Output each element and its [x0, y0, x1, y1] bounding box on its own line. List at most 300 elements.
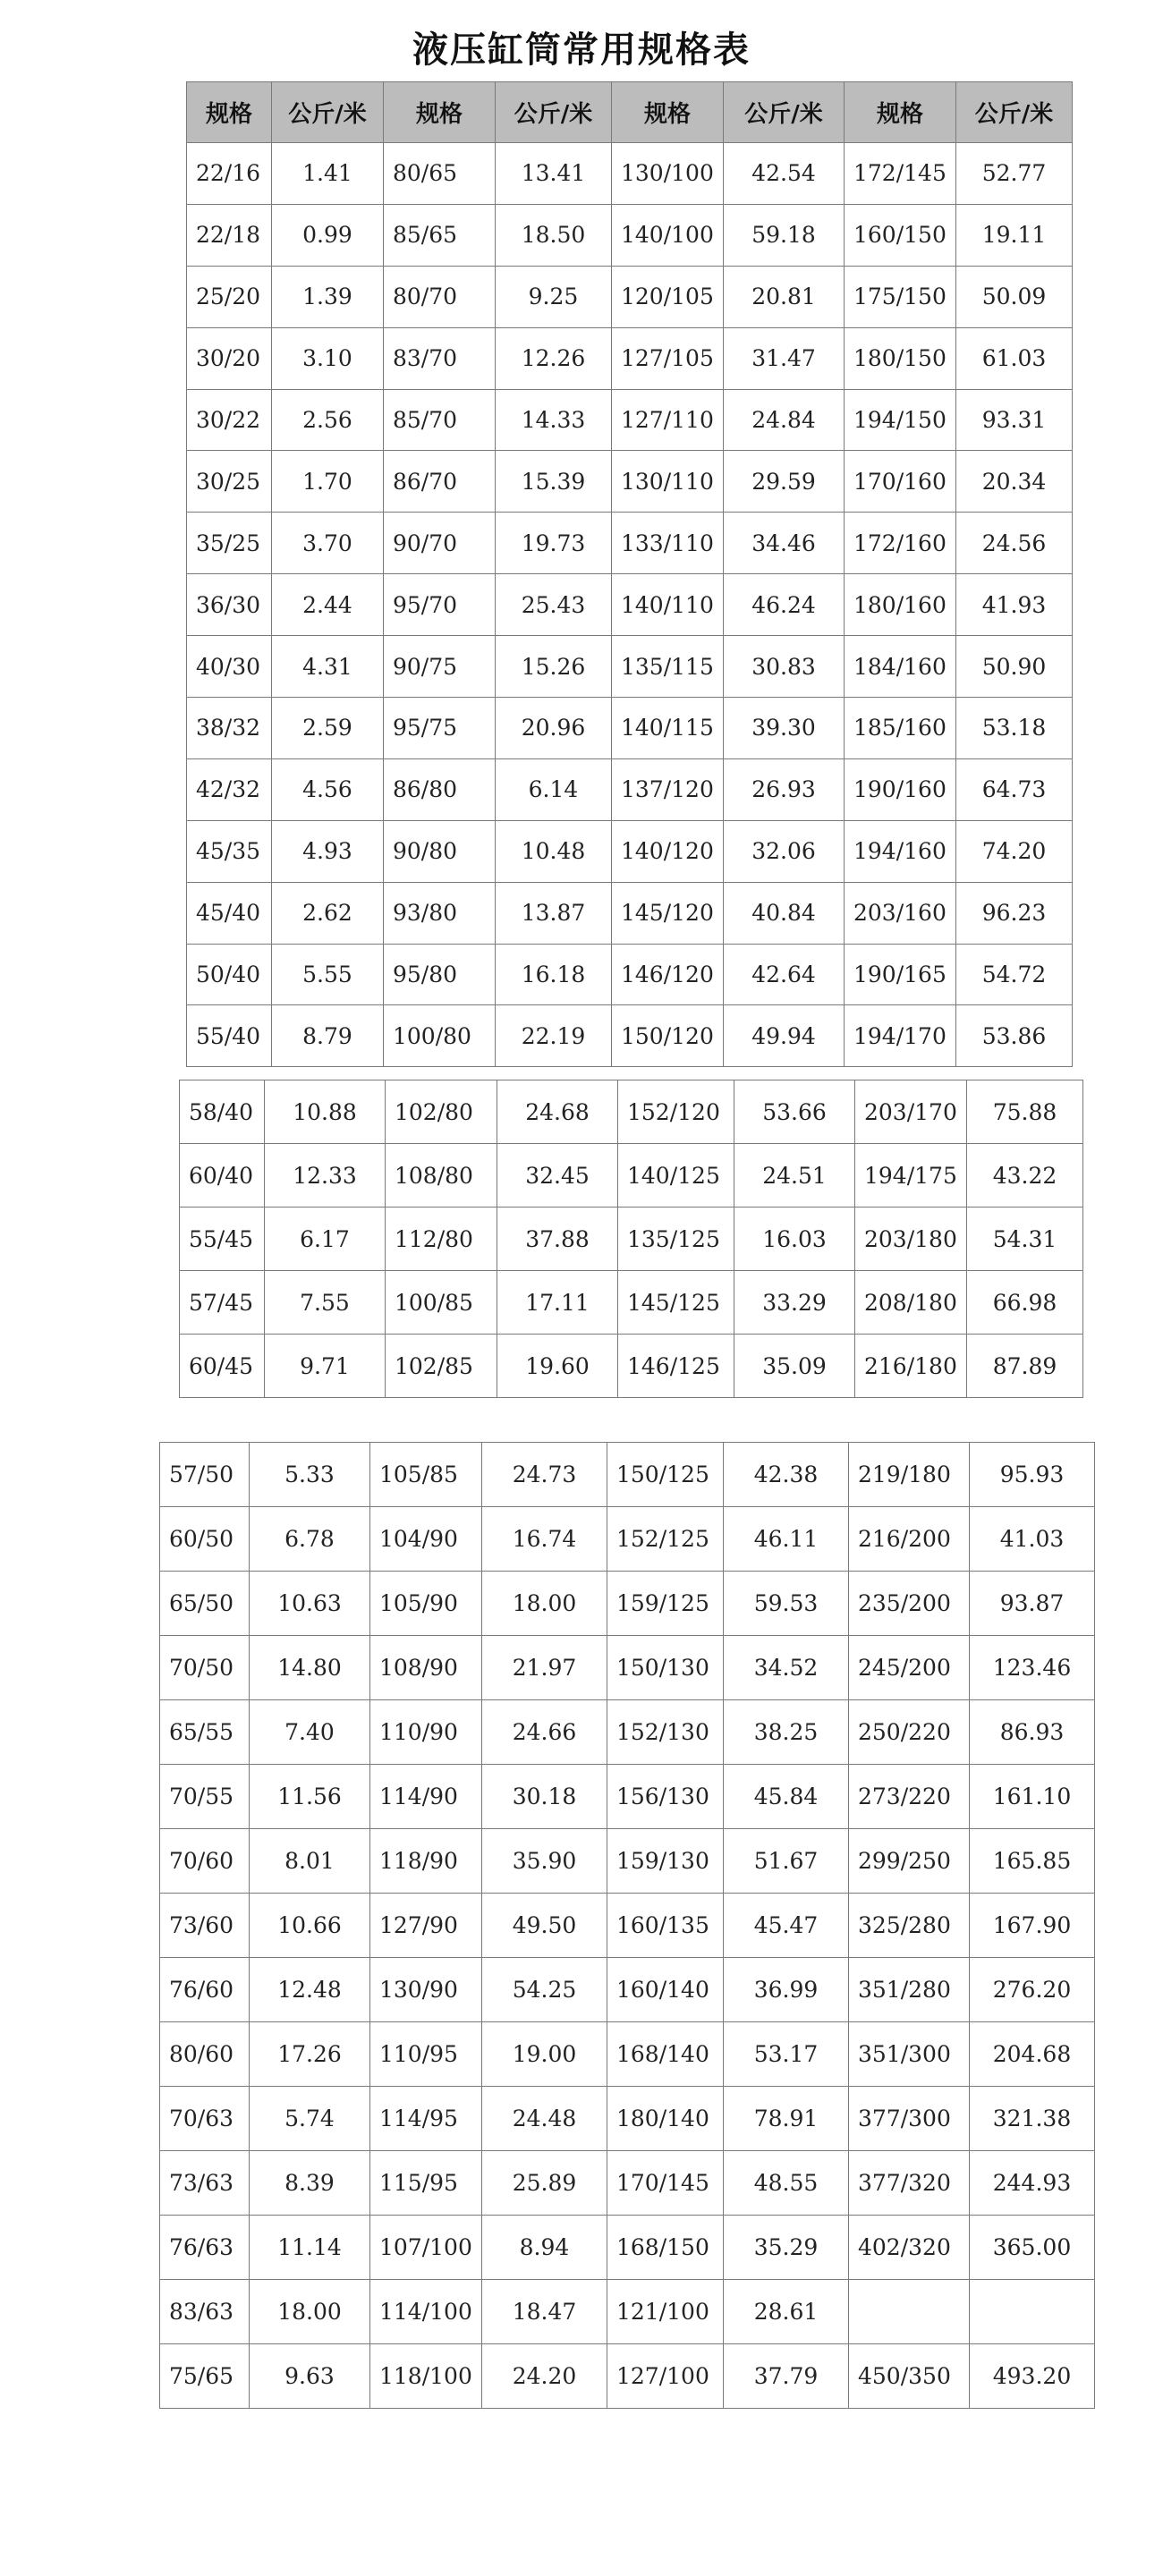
spec-cell: 172/160 — [845, 513, 956, 574]
spec-cell: 145/120 — [612, 882, 724, 944]
spec-cell: 172/145 — [845, 143, 956, 205]
spec-cell: 219/180 — [849, 1443, 970, 1507]
spec-cell: 203/160 — [845, 882, 956, 944]
weight-cell: 8.39 — [250, 2151, 370, 2216]
weight-cell: 24.56 — [956, 513, 1073, 574]
weight-cell: 28.61 — [724, 2280, 849, 2344]
spec-cell: 194/175 — [855, 1144, 967, 1208]
spec-cell: 194/170 — [845, 1005, 956, 1067]
spec-cell: 377/320 — [849, 2151, 970, 2216]
spec-cell: 22/16 — [187, 143, 272, 205]
spec-cell: 70/60 — [160, 1829, 250, 1894]
weight-cell: 95.93 — [970, 1443, 1095, 1507]
header-spec: 规格 — [612, 82, 724, 143]
weight-cell: 78.91 — [724, 2087, 849, 2151]
table-row — [187, 758, 1073, 820]
spec-cell — [849, 2280, 970, 2344]
spec-cell: 160/140 — [607, 1958, 724, 2022]
weight-cell: 8.01 — [250, 1829, 370, 1894]
spec-cell: 65/50 — [160, 1572, 250, 1636]
spec-cell: 70/50 — [160, 1636, 250, 1700]
spec-cell: 159/130 — [607, 1829, 724, 1894]
table-row — [187, 266, 1073, 327]
spec-cell: 194/150 — [845, 389, 956, 451]
spec-cell: 168/140 — [607, 2022, 724, 2087]
table-row — [187, 636, 1073, 698]
spec-cell: 190/160 — [845, 758, 956, 820]
spec-cell: 450/350 — [849, 2344, 970, 2409]
table-row — [160, 2087, 1095, 2151]
weight-cell: 32.06 — [724, 820, 845, 882]
spec-cell: 107/100 — [370, 2216, 482, 2280]
spec-cell: 190/165 — [845, 944, 956, 1005]
weight-cell: 5.74 — [250, 2087, 370, 2151]
spec-cell: 76/60 — [160, 1958, 250, 2022]
spec-cell: 135/115 — [612, 636, 724, 698]
spec-cell: 102/80 — [386, 1080, 497, 1144]
weight-cell: 167.90 — [970, 1894, 1095, 1958]
spec-cell: 120/105 — [612, 266, 724, 327]
spec-cell: 40/30 — [187, 636, 272, 698]
spec-cell: 70/63 — [160, 2087, 250, 2151]
table-row — [187, 574, 1073, 636]
weight-cell: 30.83 — [724, 636, 845, 698]
spec-cell: 30/20 — [187, 327, 272, 389]
spec-cell: 185/160 — [845, 698, 956, 759]
table-row — [187, 513, 1073, 574]
weight-cell: 36.99 — [724, 1958, 849, 2022]
spec-cell: 38/32 — [187, 698, 272, 759]
spec-cell: 152/125 — [607, 1507, 724, 1572]
spec-cell: 85/65 — [384, 204, 496, 266]
weight-cell: 53.66 — [734, 1080, 855, 1144]
header-spec: 规格 — [845, 82, 956, 143]
weight-cell: 15.26 — [496, 636, 612, 698]
weight-cell: 53.18 — [956, 698, 1073, 759]
weight-cell: 33.29 — [734, 1271, 855, 1335]
weight-cell: 54.25 — [482, 1958, 607, 2022]
spec-cell: 110/90 — [370, 1700, 482, 1765]
spec-cell: 30/25 — [187, 451, 272, 513]
table-row — [160, 2022, 1095, 2087]
weight-cell: 3.10 — [272, 327, 384, 389]
spec-cell: 108/90 — [370, 1636, 482, 1700]
spec-cell: 83/70 — [384, 327, 496, 389]
weight-cell: 11.14 — [250, 2216, 370, 2280]
spec-cell: 140/120 — [612, 820, 724, 882]
table-row — [160, 1958, 1095, 2022]
weight-cell: 10.66 — [250, 1894, 370, 1958]
spec-cell: 160/135 — [607, 1894, 724, 1958]
spec-cell: 76/63 — [160, 2216, 250, 2280]
spec-cell: 93/80 — [384, 882, 496, 944]
weight-cell: 32.45 — [497, 1144, 618, 1208]
table-row — [187, 389, 1073, 451]
spec-cell: 351/300 — [849, 2022, 970, 2087]
weight-cell: 93.87 — [970, 1572, 1095, 1636]
weight-cell: 6.14 — [496, 758, 612, 820]
spec-cell: 140/125 — [618, 1144, 734, 1208]
weight-cell: 24.84 — [724, 389, 845, 451]
spec-cell: 130/110 — [612, 451, 724, 513]
weight-cell: 9.63 — [250, 2344, 370, 2409]
weight-cell: 34.46 — [724, 513, 845, 574]
weight-cell: 17.26 — [250, 2022, 370, 2087]
spec-cell: 115/95 — [370, 2151, 482, 2216]
table-row — [160, 1829, 1095, 1894]
spec-cell: 45/35 — [187, 820, 272, 882]
spec-cell: 35/25 — [187, 513, 272, 574]
weight-cell: 50.90 — [956, 636, 1073, 698]
spec-cell: 60/40 — [180, 1144, 265, 1208]
weight-cell: 14.33 — [496, 389, 612, 451]
weight-cell: 31.47 — [724, 327, 845, 389]
weight-cell: 12.33 — [265, 1144, 386, 1208]
weight-cell: 43.22 — [967, 1144, 1083, 1208]
spec-cell: 216/180 — [855, 1335, 967, 1398]
weight-cell: 53.17 — [724, 2022, 849, 2087]
weight-cell: 19.00 — [482, 2022, 607, 2087]
weight-cell: 38.25 — [724, 1700, 849, 1765]
weight-cell: 16.74 — [482, 1507, 607, 1572]
spec-cell: 135/125 — [618, 1208, 734, 1271]
table-row — [180, 1335, 1083, 1398]
spec-cell: 73/63 — [160, 2151, 250, 2216]
weight-cell: 10.88 — [265, 1080, 386, 1144]
header-spec: 规格 — [384, 82, 496, 143]
header-weight: 公斤/米 — [496, 82, 612, 143]
table-row — [187, 143, 1073, 205]
spec-cell: 170/160 — [845, 451, 956, 513]
table-row — [160, 2344, 1095, 2409]
spec-cell: 90/75 — [384, 636, 496, 698]
table-row — [180, 1271, 1083, 1335]
spec-cell: 127/90 — [370, 1894, 482, 1958]
weight-cell: 41.93 — [956, 574, 1073, 636]
spec-cell: 208/180 — [855, 1271, 967, 1335]
table-row — [160, 2280, 1095, 2344]
spec-cell: 108/80 — [386, 1144, 497, 1208]
spec-cell: 137/120 — [612, 758, 724, 820]
spec-cell: 299/250 — [849, 1829, 970, 1894]
weight-cell: 4.56 — [272, 758, 384, 820]
weight-cell: 2.44 — [272, 574, 384, 636]
spec-cell: 104/90 — [370, 1507, 482, 1572]
spec-cell: 402/320 — [849, 2216, 970, 2280]
weight-cell: 49.94 — [724, 1005, 845, 1067]
weight-cell: 96.23 — [956, 882, 1073, 944]
spec-cell: 127/110 — [612, 389, 724, 451]
spec-cell: 36/30 — [187, 574, 272, 636]
spec-cell: 170/145 — [607, 2151, 724, 2216]
spec-cell: 100/80 — [384, 1005, 496, 1067]
spec-cell: 127/100 — [607, 2344, 724, 2409]
weight-cell: 15.39 — [496, 451, 612, 513]
spec-cell: 114/95 — [370, 2087, 482, 2151]
spec-cell: 55/40 — [187, 1005, 272, 1067]
weight-cell: 22.19 — [496, 1005, 612, 1067]
spec-cell: 159/125 — [607, 1572, 724, 1636]
header-weight: 公斤/米 — [724, 82, 845, 143]
spec-cell: 100/85 — [386, 1271, 497, 1335]
weight-cell: 365.00 — [970, 2216, 1095, 2280]
table-row — [160, 2151, 1095, 2216]
weight-cell: 59.18 — [724, 204, 845, 266]
weight-cell: 45.47 — [724, 1894, 849, 1958]
table-row — [160, 1700, 1095, 1765]
weight-cell: 321.38 — [970, 2087, 1095, 2151]
weight-cell: 8.94 — [482, 2216, 607, 2280]
weight-cell: 2.62 — [272, 882, 384, 944]
spec-cell: 73/60 — [160, 1894, 250, 1958]
weight-cell: 8.79 — [272, 1005, 384, 1067]
weight-cell: 42.38 — [724, 1443, 849, 1507]
weight-cell: 244.93 — [970, 2151, 1095, 2216]
spec-cell: 110/95 — [370, 2022, 482, 2087]
weight-cell: 1.39 — [272, 266, 384, 327]
weight-cell: 35.09 — [734, 1335, 855, 1398]
weight-cell: 61.03 — [956, 327, 1073, 389]
spec-cell: 105/90 — [370, 1572, 482, 1636]
spec-cell: 133/110 — [612, 513, 724, 574]
spec-cell: 150/130 — [607, 1636, 724, 1700]
weight-cell: 7.40 — [250, 1700, 370, 1765]
weight-cell: 123.46 — [970, 1636, 1095, 1700]
weight-cell: 24.20 — [482, 2344, 607, 2409]
weight-cell: 14.80 — [250, 1636, 370, 1700]
spec-cell: 114/90 — [370, 1765, 482, 1829]
table-row — [160, 1636, 1095, 1700]
weight-cell: 2.56 — [272, 389, 384, 451]
table-row — [187, 820, 1073, 882]
spec-cell: 90/70 — [384, 513, 496, 574]
weight-cell: 161.10 — [970, 1765, 1095, 1829]
weight-cell: 4.31 — [272, 636, 384, 698]
spec-cell: 95/80 — [384, 944, 496, 1005]
weight-cell: 6.78 — [250, 1507, 370, 1572]
spec-cell: 130/90 — [370, 1958, 482, 2022]
weight-cell: 24.68 — [497, 1080, 618, 1144]
weight-cell: 19.60 — [497, 1335, 618, 1398]
weight-cell: 42.54 — [724, 143, 845, 205]
table-row — [187, 327, 1073, 389]
spec-cell: 184/160 — [845, 636, 956, 698]
weight-cell: 1.41 — [272, 143, 384, 205]
table-row — [187, 698, 1073, 759]
spec-cell: 152/130 — [607, 1700, 724, 1765]
weight-cell: 87.89 — [967, 1335, 1083, 1398]
weight-cell: 54.31 — [967, 1208, 1083, 1271]
spec-cell: 60/45 — [180, 1335, 265, 1398]
weight-cell: 5.55 — [272, 944, 384, 1005]
spec-cell: 102/85 — [386, 1335, 497, 1398]
weight-cell: 276.20 — [970, 1958, 1095, 2022]
spec-table-section-2 — [179, 1080, 1083, 1398]
spec-cell: 146/120 — [612, 944, 724, 1005]
spec-cell: 86/80 — [384, 758, 496, 820]
weight-cell: 16.18 — [496, 944, 612, 1005]
spec-cell: 105/85 — [370, 1443, 482, 1507]
spec-cell: 80/60 — [160, 2022, 250, 2087]
spec-cell: 80/70 — [384, 266, 496, 327]
weight-cell: 86.93 — [970, 1700, 1095, 1765]
spec-cell: 112/80 — [386, 1208, 497, 1271]
weight-cell: 18.00 — [250, 2280, 370, 2344]
table-row — [160, 2216, 1095, 2280]
weight-cell: 18.47 — [482, 2280, 607, 2344]
spec-cell: 180/160 — [845, 574, 956, 636]
weight-cell: 41.03 — [970, 1507, 1095, 1572]
weight-cell: 50.09 — [956, 266, 1073, 327]
spec-cell: 150/125 — [607, 1443, 724, 1507]
weight-cell: 18.00 — [482, 1572, 607, 1636]
weight-cell: 52.77 — [956, 143, 1073, 205]
weight-cell: 7.55 — [265, 1271, 386, 1335]
weight-cell: 4.93 — [272, 820, 384, 882]
weight-cell: 10.63 — [250, 1572, 370, 1636]
weight-cell: 20.81 — [724, 266, 845, 327]
spec-cell: 325/280 — [849, 1894, 970, 1958]
spec-cell: 156/130 — [607, 1765, 724, 1829]
weight-cell: 29.59 — [724, 451, 845, 513]
spec-cell: 114/100 — [370, 2280, 482, 2344]
weight-cell: 26.93 — [724, 758, 845, 820]
spec-cell: 90/80 — [384, 820, 496, 882]
spec-cell: 118/100 — [370, 2344, 482, 2409]
spec-cell: 377/300 — [849, 2087, 970, 2151]
spec-cell: 203/170 — [855, 1080, 967, 1144]
table-row — [160, 1443, 1095, 1507]
weight-cell: 48.55 — [724, 2151, 849, 2216]
table-row — [187, 451, 1073, 513]
weight-cell: 66.98 — [967, 1271, 1083, 1335]
spec-cell: 121/100 — [607, 2280, 724, 2344]
weight-cell: 40.84 — [724, 882, 845, 944]
weight-cell: 13.41 — [496, 143, 612, 205]
spec-cell: 70/55 — [160, 1765, 250, 1829]
weight-cell: 12.48 — [250, 1958, 370, 2022]
weight-cell: 20.96 — [496, 698, 612, 759]
table-row — [187, 882, 1073, 944]
header-weight: 公斤/米 — [272, 82, 384, 143]
table-row — [180, 1080, 1083, 1144]
spec-cell: 25/20 — [187, 266, 272, 327]
spec-cell: 130/100 — [612, 143, 724, 205]
spec-cell: 45/40 — [187, 882, 272, 944]
spec-cell: 245/200 — [849, 1636, 970, 1700]
weight-cell: 35.29 — [724, 2216, 849, 2280]
weight-cell: 59.53 — [724, 1572, 849, 1636]
spec-cell: 86/70 — [384, 451, 496, 513]
spec-cell: 351/280 — [849, 1958, 970, 2022]
weight-cell: 5.33 — [250, 1443, 370, 1507]
weight-cell: 75.88 — [967, 1080, 1083, 1144]
weight-cell: 12.26 — [496, 327, 612, 389]
spec-table-section-3 — [159, 1442, 1095, 2409]
spec-cell: 168/150 — [607, 2216, 724, 2280]
spec-cell: 250/220 — [849, 1700, 970, 1765]
spec-cell: 118/90 — [370, 1829, 482, 1894]
spec-cell: 58/40 — [180, 1080, 265, 1144]
spec-cell: 95/70 — [384, 574, 496, 636]
table-row — [160, 1765, 1095, 1829]
weight-cell: 165.85 — [970, 1829, 1095, 1894]
spec-cell: 75/65 — [160, 2344, 250, 2409]
weight-cell: 51.67 — [724, 1829, 849, 1894]
spec-cell: 42/32 — [187, 758, 272, 820]
weight-cell: 16.03 — [734, 1208, 855, 1271]
spec-cell: 65/55 — [160, 1700, 250, 1765]
weight-cell: 53.86 — [956, 1005, 1073, 1067]
weight-cell: 46.24 — [724, 574, 845, 636]
weight-cell: 2.59 — [272, 698, 384, 759]
spec-cell: 95/75 — [384, 698, 496, 759]
page-title: 液压缸筒常用规格表 — [412, 30, 751, 71]
spec-cell: 140/115 — [612, 698, 724, 759]
weight-cell: 204.68 — [970, 2022, 1095, 2087]
table-row — [180, 1208, 1083, 1271]
table-row — [160, 1572, 1095, 1636]
weight-cell: 0.99 — [272, 204, 384, 266]
weight-cell: 25.43 — [496, 574, 612, 636]
spec-cell: 57/50 — [160, 1443, 250, 1507]
spec-cell: 180/140 — [607, 2087, 724, 2151]
weight-cell: 19.11 — [956, 204, 1073, 266]
spec-table-section-1 — [186, 81, 1073, 1067]
weight-cell: 39.30 — [724, 698, 845, 759]
spec-cell: 145/125 — [618, 1271, 734, 1335]
weight-cell: 20.34 — [956, 451, 1073, 513]
weight-cell: 42.64 — [724, 944, 845, 1005]
weight-cell: 9.71 — [265, 1335, 386, 1398]
weight-cell: 49.50 — [482, 1894, 607, 1958]
header-weight: 公斤/米 — [956, 82, 1073, 143]
table-row — [180, 1144, 1083, 1208]
weight-cell: 74.20 — [956, 820, 1073, 882]
weight-cell: 493.20 — [970, 2344, 1095, 2409]
weight-cell: 18.50 — [496, 204, 612, 266]
spec-cell: 80/65 — [384, 143, 496, 205]
spec-cell: 30/22 — [187, 389, 272, 451]
spec-cell: 55/45 — [180, 1208, 265, 1271]
header-spec: 规格 — [187, 82, 272, 143]
table-header-row — [187, 82, 1073, 143]
table-row — [187, 1005, 1073, 1067]
weight-cell: 17.11 — [497, 1271, 618, 1335]
weight-cell: 10.48 — [496, 820, 612, 882]
weight-cell: 3.70 — [272, 513, 384, 574]
weight-cell: 34.52 — [724, 1636, 849, 1700]
spec-cell: 203/180 — [855, 1208, 967, 1271]
weight-cell: 24.51 — [734, 1144, 855, 1208]
spec-cell: 140/110 — [612, 574, 724, 636]
weight-cell: 13.87 — [496, 882, 612, 944]
spec-cell: 85/70 — [384, 389, 496, 451]
weight-cell: 25.89 — [482, 2151, 607, 2216]
spec-cell: 83/63 — [160, 2280, 250, 2344]
spec-cell: 194/160 — [845, 820, 956, 882]
spec-cell: 146/125 — [618, 1335, 734, 1398]
weight-cell: 54.72 — [956, 944, 1073, 1005]
weight-cell — [970, 2280, 1095, 2344]
weight-cell: 1.70 — [272, 451, 384, 513]
weight-cell: 30.18 — [482, 1765, 607, 1829]
weight-cell: 45.84 — [724, 1765, 849, 1829]
weight-cell: 37.88 — [497, 1208, 618, 1271]
weight-cell: 93.31 — [956, 389, 1073, 451]
weight-cell: 11.56 — [250, 1765, 370, 1829]
weight-cell: 35.90 — [482, 1829, 607, 1894]
